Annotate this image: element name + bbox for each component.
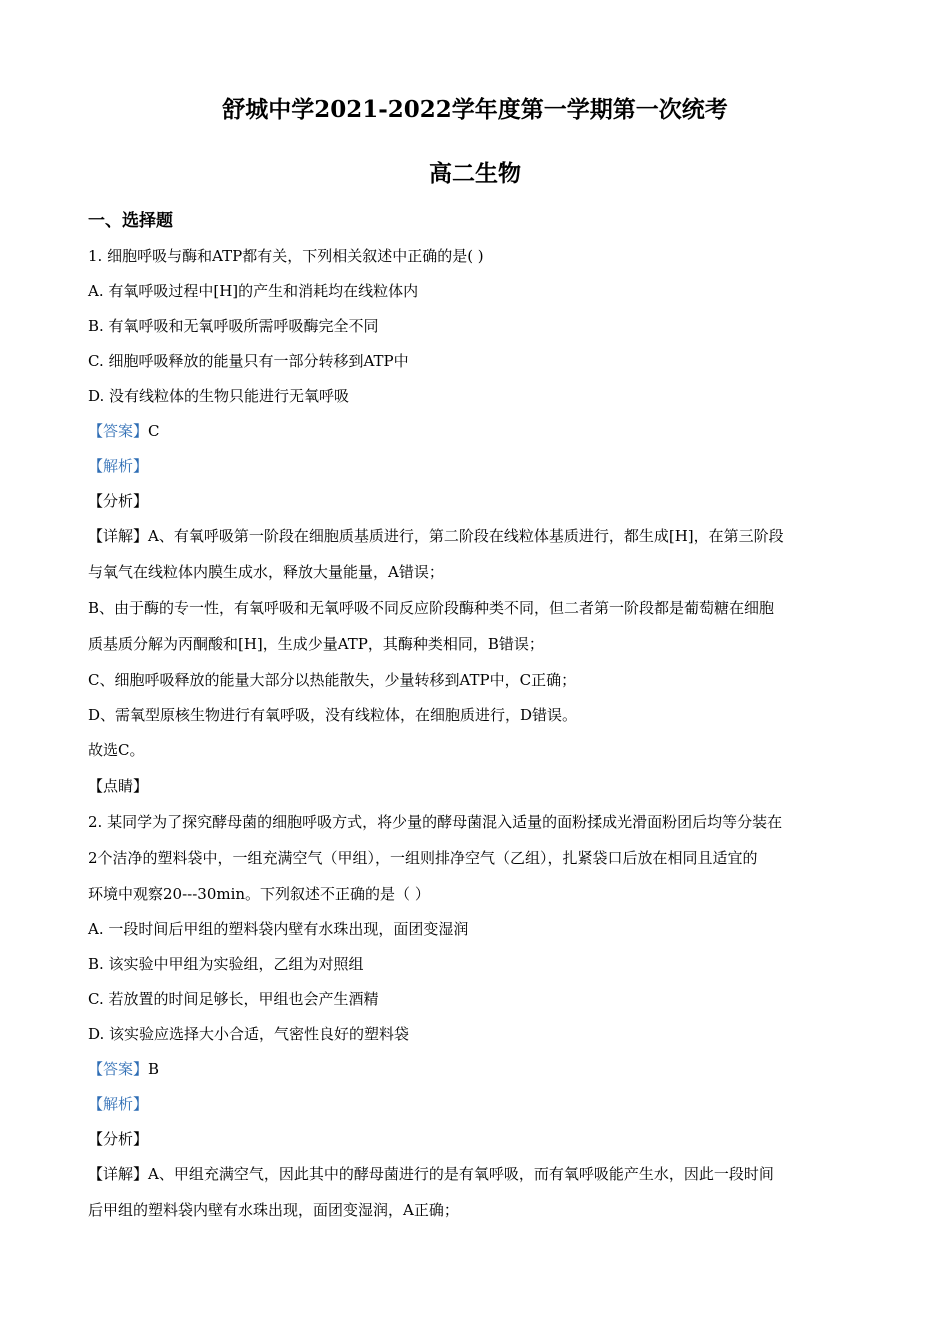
- q2-fenxi-tag: 【分析】: [88, 1130, 149, 1148]
- q2-stem-line: 2. 某同学为了探究酵母菌的细胞呼吸方式，将少量的酵母菌混入适量的面粉揉成光滑面粉团后均等分装在: [88, 813, 783, 831]
- q1-detail-line: B、由于酶的专一性，有氧呼吸和无氧呼吸不同反应阶段酶种类不同，但二者第一阶段都是葡萄糖在细胞: [88, 599, 775, 617]
- q1-detail-line: 故选C。: [88, 741, 145, 759]
- q1-detail-line: C、细胞呼吸释放的能量大部分以热能散失，少量转移到ATP中，C正确；: [88, 671, 577, 689]
- q1-fenxi-tag: 【分析】: [88, 492, 149, 510]
- q2-answer-value: B: [148, 1060, 160, 1078]
- section-title: 一、选择题: [88, 211, 173, 231]
- q2-detail-line: 后甲组的塑料袋内壁有水珠出现，面团变湿润，A正确；: [88, 1201, 459, 1219]
- q2-answer: [88, 1059, 863, 1079]
- document-title: 舒城中学2021-2022学年度第一学期第一次统考: [222, 96, 728, 123]
- q1-analysis-tag: 【解析】: [88, 457, 149, 475]
- q2-answer-tag: 【答案】: [88, 1060, 149, 1078]
- q1-detail-line: 【详解】A、有氧呼吸第一阶段在细胞质基质进行，第二阶段在线粒体基质进行，都生成[H]，在第三阶段: [88, 527, 784, 545]
- q1-answer-value: C: [148, 422, 160, 440]
- q1-option-b: B. 有氧呼吸和无氧呼吸所需呼吸酶完全不同: [88, 317, 379, 335]
- q1-detail-line: D、需氧型原核生物进行有氧呼吸，没有线粒体，在细胞质进行，D错误。: [88, 706, 578, 724]
- q2-stem-line: 2个洁净的塑料袋中，一组充满空气（甲组），一组则排净空气（乙组），扎紧袋口后放在相同且适宜的: [88, 849, 758, 867]
- q2-option-c: C. 若放置的时间足够长，甲组也会产生酒精: [88, 990, 379, 1008]
- q1-stem: 1. 细胞呼吸与酶和ATP都有关，下列相关叙述中正确的是( ): [88, 247, 484, 265]
- q1-option-c: C. 细胞呼吸释放的能量只有一部分转移到ATP中: [88, 352, 409, 370]
- q2-option-a: A. 一段时间后甲组的塑料袋内壁有水珠出现，面团变湿润: [88, 920, 469, 938]
- q1-dianjing-tag: 【点睛】: [88, 777, 149, 795]
- q1-option-a: A. 有氧呼吸过程中[H]的产生和消耗均在线粒体内: [88, 282, 419, 300]
- q2-option-d: D. 该实验应选择大小合适，气密性良好的塑料袋: [88, 1025, 410, 1043]
- q1-detail-line: 与氧气在线粒体内膜生成水，释放大量能量，A错误；: [88, 563, 444, 581]
- q1-answer: [88, 421, 863, 441]
- q2-stem-line: 环境中观察20---30min。下列叙述不正确的是（ ）: [88, 885, 430, 903]
- q1-detail-line: 质基质分解为丙酮酸和[H]，生成少量ATP，其酶种类相同，B错误；: [88, 635, 544, 653]
- q2-analysis-tag: 【解析】: [88, 1095, 149, 1113]
- q1-option-d: D. 没有线粒体的生物只能进行无氧呼吸: [88, 387, 350, 405]
- document-subtitle: 高二生物: [429, 160, 521, 187]
- q2-detail-line: 【详解】A、甲组充满空气，因此其中的酵母菌进行的是有氧呼吸，而有氧呼吸能产生水，因此一段时间: [88, 1165, 774, 1183]
- q2-option-b: B. 该实验中甲组为实验组，乙组为对照组: [88, 955, 364, 973]
- q1-answer-tag: 【答案】: [88, 422, 149, 440]
